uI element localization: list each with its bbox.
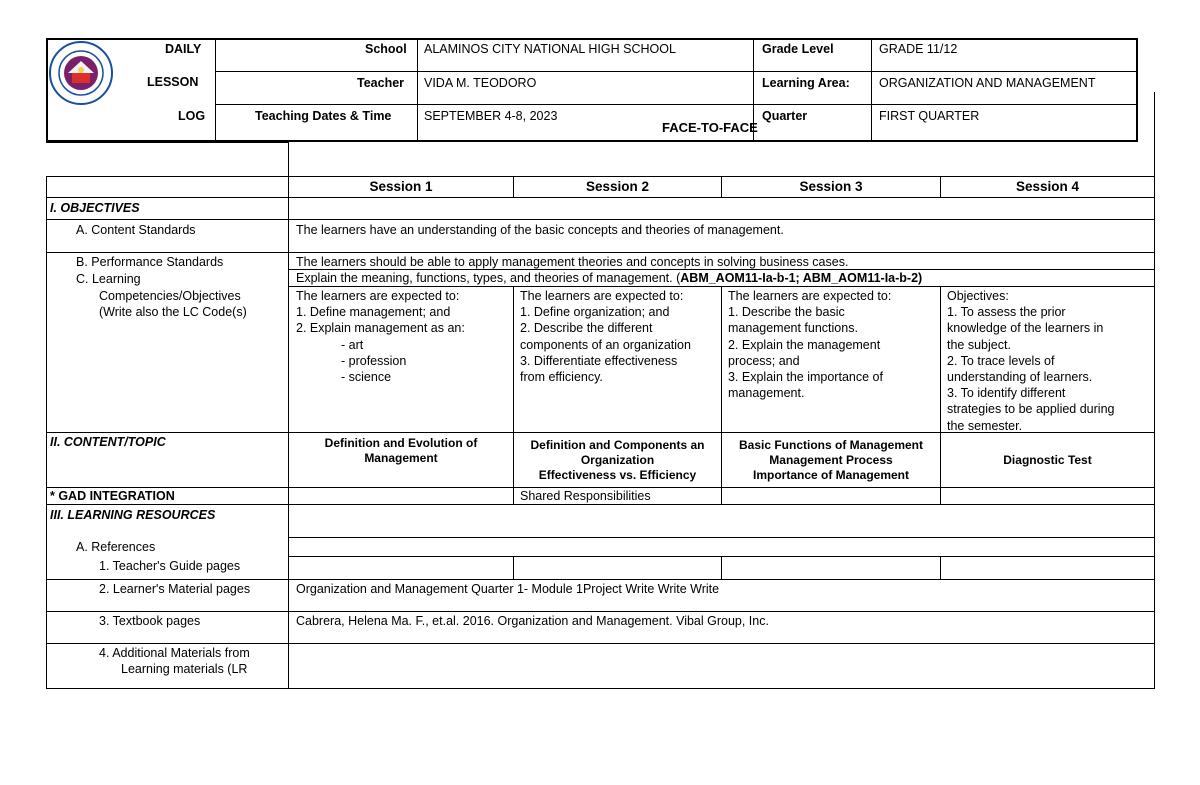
- content-standards-text: The learners have an understanding of the basic concepts and theories of management.: [296, 223, 784, 237]
- teacher-value: VIDA M. TEODORO: [424, 76, 537, 90]
- topic-line: Management: [364, 451, 438, 465]
- gad-session-2: Shared Responsibilities: [520, 489, 651, 503]
- list-item: components of an organization: [520, 337, 691, 352]
- list-item: 2. Explain management as an:: [296, 321, 465, 336]
- list-item: 2. Explain the management: [728, 337, 881, 352]
- area-value: ORGANIZATION AND MANAGEMENT: [879, 76, 1096, 90]
- list-item: 1. Describe the basic: [728, 305, 845, 320]
- title-lesson: LESSON: [147, 75, 199, 89]
- deped-seal-icon: [48, 40, 114, 106]
- topic-line: Importance of Management: [752, 468, 910, 482]
- area-label: Learning Area:: [762, 76, 850, 90]
- list-item: 3. Explain the importance of: [728, 370, 883, 385]
- performance-standards-text: The learners should be able to apply management theories and concepts in solving business cases.: [296, 255, 849, 269]
- topic-session-2: [514, 438, 721, 483]
- school-label: School: [365, 42, 407, 56]
- topic-line: Basic Functions of Management: [738, 438, 924, 452]
- competencies-label-1: C. Learning: [76, 272, 141, 286]
- learners-material-text: Organization and Management Quarter 1- Module 1Project Write Write Write: [296, 582, 720, 596]
- school-value: ALAMINOS CITY NATIONAL HIGH SCHOOL: [424, 42, 676, 56]
- competencies-text-plain: Explain the meaning, functions, types, and theories of management. (: [296, 271, 681, 285]
- list-item: knowledge of the learners in: [947, 321, 1104, 336]
- learners-material-label: 2. Learner's Material pages: [99, 582, 251, 596]
- competencies-text: [296, 270, 922, 286]
- list-item: - profession: [341, 353, 407, 368]
- dates-value: SEPTEMBER 4-8, 2023: [424, 109, 558, 123]
- textbook-text: Cabrera, Helena Ma. F., et.al. 2016. Organization and Management. Vibal Group, Inc.: [296, 614, 769, 628]
- list-item: the semester.: [947, 418, 1023, 433]
- topic-session-4: [941, 453, 1154, 468]
- quarter-value: FIRST QUARTER: [879, 109, 980, 123]
- additional-materials-label-1: 4. Additional Materials from: [99, 646, 250, 660]
- list-item: from efficiency.: [520, 370, 603, 385]
- grade-value: GRADE 11/12: [879, 42, 958, 56]
- gad-label: * GAD INTEGRATION: [50, 489, 175, 503]
- list-item: 3. To identify different: [947, 386, 1066, 401]
- list-item: 1. To assess the prior: [947, 305, 1066, 320]
- topic-session-3: [722, 438, 940, 483]
- list-item: The learners are expected to:: [520, 289, 684, 303]
- list-item: 2. Describe the different: [520, 321, 653, 336]
- topic-line: Effectiveness vs. Efficiency: [538, 468, 697, 482]
- performance-standards-label: B. Performance Standards: [76, 255, 224, 269]
- resources-heading: III. LEARNING RESOURCES: [50, 508, 216, 522]
- list-item: 1. Define management; and: [296, 305, 451, 320]
- teacher-label: Teacher: [357, 76, 405, 90]
- list-item: strategies to be applied during: [947, 402, 1115, 417]
- content-heading: II. CONTENT/TOPIC: [50, 435, 166, 449]
- topic-line: Organization: [580, 453, 655, 467]
- list-item: understanding of learners.: [947, 370, 1093, 385]
- objectives-session-2: [520, 288, 691, 385]
- objectives-session-3: [728, 288, 891, 401]
- objectives-session-1: [296, 288, 465, 385]
- topic-line: Diagnostic Test: [1003, 453, 1092, 467]
- competencies-label-2: Competencies/Objectives: [99, 289, 241, 303]
- list-item: management functions.: [728, 321, 858, 336]
- title-daily: DAILY: [165, 42, 202, 56]
- session-header-2: Session 2: [585, 179, 650, 194]
- topic-line: Management Process: [769, 453, 893, 467]
- additional-materials-label-2: Learning materials (LR: [121, 662, 248, 676]
- dates-label: Teaching Dates & Time: [255, 109, 392, 123]
- session-header-4: Session 4: [1015, 179, 1080, 194]
- list-item: 1. Define organization; and: [520, 305, 670, 320]
- list-item: management.: [728, 386, 805, 401]
- list-item: process; and: [728, 353, 800, 368]
- list-item: - science: [341, 370, 392, 385]
- list-item: 2. To trace levels of: [947, 353, 1055, 368]
- content-standards-label: A. Content Standards: [76, 223, 196, 237]
- teachers-guide-label: 1. Teacher's Guide pages: [99, 559, 241, 573]
- textbook-label: 3. Textbook pages: [99, 614, 201, 628]
- list-item: The learners are expected to:: [728, 289, 892, 303]
- list-item: the subject.: [947, 337, 1011, 352]
- topic-line: Definition and Components an: [530, 438, 705, 452]
- title-log: LOG: [178, 109, 206, 123]
- quarter-label: Quarter: [762, 109, 808, 123]
- topic-session-1: [289, 436, 513, 466]
- list-item: - art: [341, 337, 364, 352]
- competencies-label-3: (Write also the LC Code(s): [99, 305, 247, 319]
- objectives-session-4: [947, 288, 1114, 434]
- grade-label: Grade Level: [762, 42, 834, 56]
- references-label: A. References: [76, 540, 156, 554]
- delivery-mode: FACE-TO-FACE: [662, 120, 758, 135]
- list-item: The learners are expected to:: [296, 289, 460, 303]
- list-item: Objectives:: [947, 289, 1009, 303]
- session-header-3: Session 3: [799, 179, 863, 194]
- list-item: 3. Differentiate effectiveness: [520, 353, 678, 368]
- session-header-1: Session 1: [369, 179, 433, 194]
- competencies-code: ABM_AOM11-Ia-b-1; ABM_AOM11-Ia-b-2): [680, 271, 923, 285]
- objectives-heading: I. OBJECTIVES: [50, 201, 140, 215]
- topic-line: Definition and Evolution of: [324, 436, 478, 450]
